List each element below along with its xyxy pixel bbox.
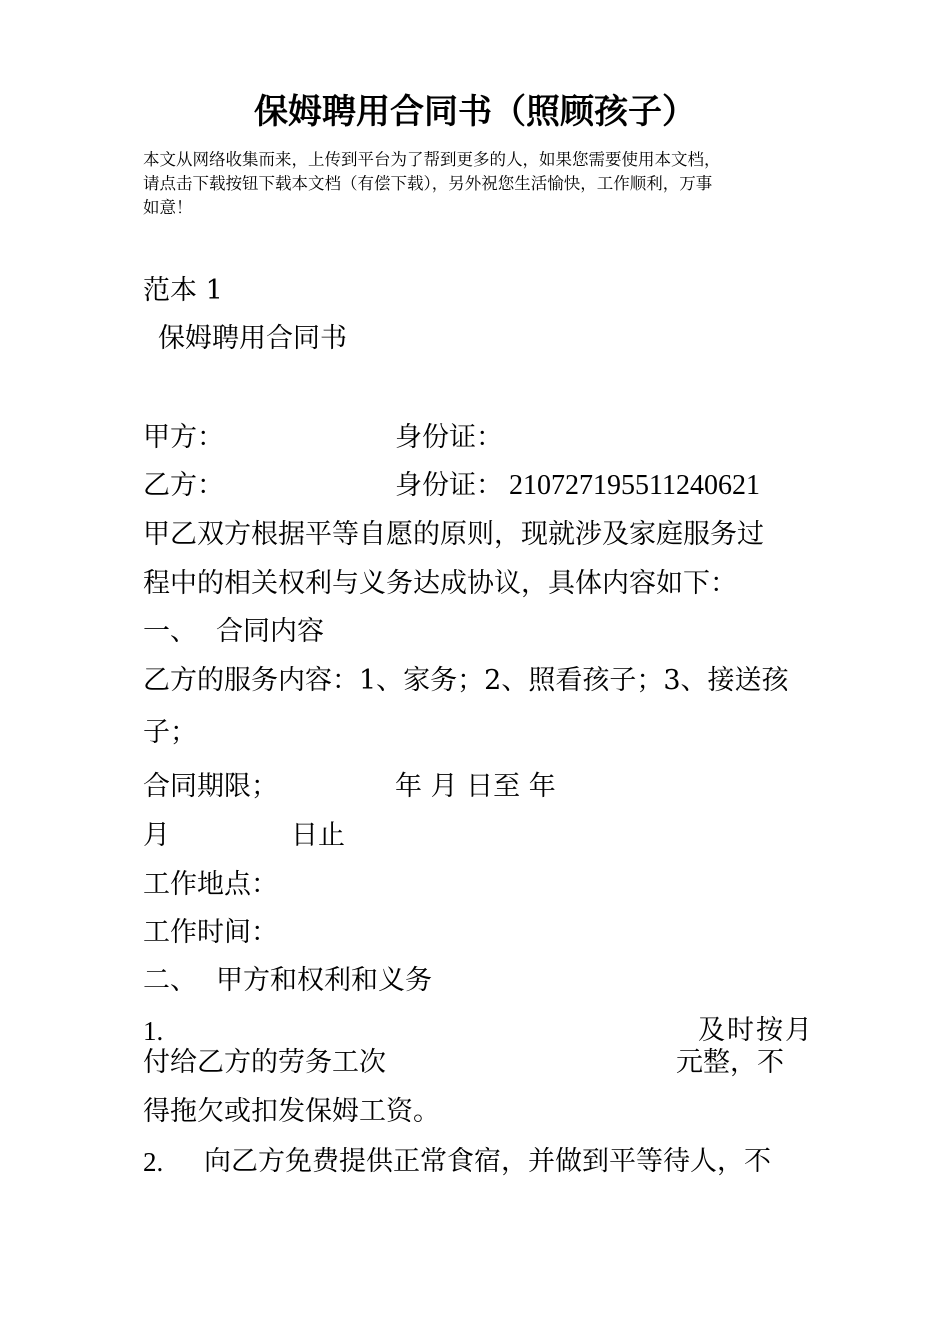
party-b-label: 乙方： [143,470,224,501]
contract-title: 保姆聘用合同书 [158,323,347,354]
party-a-label: 甲方： [143,422,224,453]
item-2-number: 2. [143,1147,164,1177]
item-1-line-2-start: 付给乙方的劳务工次 [143,1047,386,1078]
section-1-heading: 合同内容 [216,616,324,647]
item-1-number: 1. [143,1016,164,1046]
term-label: 合同期限； [143,771,278,802]
service-line-1: 乙方的服务内容：1、家务；2、照看孩子；3、接送孩 [143,665,789,696]
work-hours-label: 工作时间： [143,917,278,948]
item-2-text: 向乙方免费提供正常食宿，并做到平等待人，不 [204,1146,771,1177]
section-2-number: 二、 [143,965,197,996]
sample-label: 范本 1 [143,275,223,306]
document-title: 保姆聘用合同书（照顾孩子） [254,92,696,132]
term-dates-part1: 年 月 日至 年 [395,771,556,802]
item-1-lead: 及时按月 [698,1015,814,1046]
preamble-line-1: 甲乙双方根据平等自愿的原则，现就涉及家庭服务过 [143,519,764,550]
intro-line-1: 本文从网络收集而来，上传到平台为了帮到更多的人，如果您需要使用本文档， [143,150,721,169]
preamble-line-2: 程中的相关权利与义务达成协议，具体内容如下： [143,568,737,599]
party-b-id-label: 身份证： [395,470,503,501]
work-location-label: 工作地点： [143,869,278,900]
item-1-line-3: 得拖欠或扣发保姆工资。 [143,1096,440,1127]
party-a-id-label: 身份证： [395,422,503,453]
section-1-number: 一、 [143,616,197,647]
term-month: 月 [143,820,170,851]
service-line-2: 子； [143,717,197,748]
intro-line-3: 如意！ [143,198,193,217]
section-2-heading: 甲方和权利和义务 [216,965,432,996]
item-1-line-2-end: 元整，不 [676,1047,784,1078]
term-end: 日止 [291,820,345,851]
party-b-id-number: 210727195511240621 [509,470,760,501]
intro-line-2: 请点击下载按钮下载本文档（有偿下载），另外祝您生活愉快，工作顺利，万事 [143,174,713,193]
